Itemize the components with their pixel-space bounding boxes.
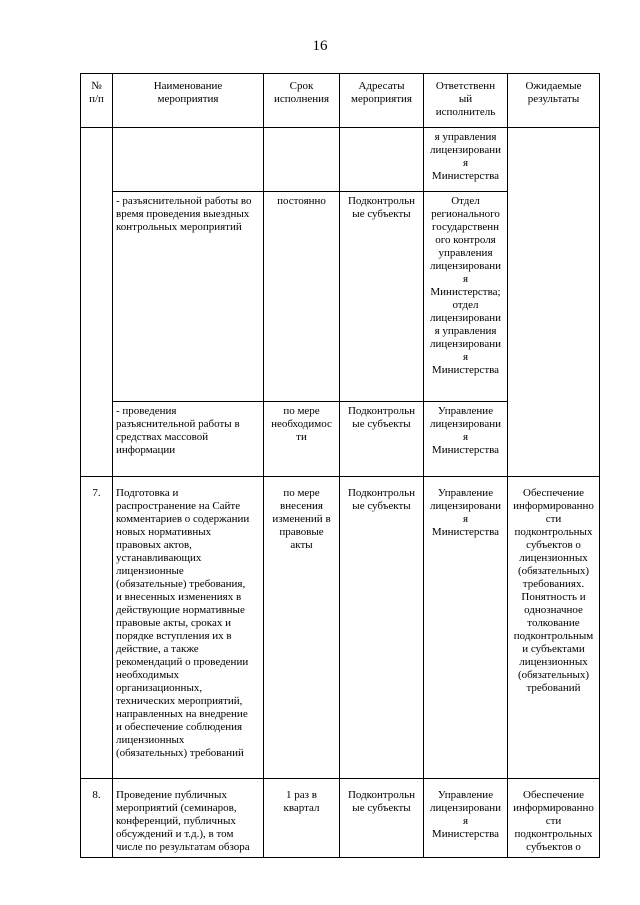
cell-responsible: Управление лицензировани я Министерства [424,477,508,779]
cell-term: постоянно [264,192,340,402]
page-number: 16 [312,38,328,54]
header-expected: Ожидаемые результаты [508,74,600,128]
cell-num [81,128,113,477]
cell-name [113,128,264,192]
header-responsible: Ответственн ый исполнитель [424,74,508,128]
cell-responsible: я управления лицензировани я Министерства [424,128,508,192]
cell-addressees: Подконтрольн ые субъекты [340,192,424,402]
cell-addressees: Подконтрольн ые субъекты [340,779,424,858]
cell-num: 7. [81,477,113,779]
measures-table [80,73,600,858]
header-term: Срок исполнения [264,74,340,128]
cell-name: - разъяснительной работы во время проведения выездных контрольных мероприятий [113,192,264,402]
cell-expected [508,128,600,477]
table-row [81,128,600,192]
table-header-row [81,74,600,128]
cell-name: Проведение публичных мероприятий (семинаров, конференций, публичных обсуждений и т.д.), в том числе по результатам обзора [113,779,264,858]
cell-responsible: Управление лицензировани я Министерства [424,402,508,477]
cell-addressees: Подконтрольн ые субъекты [340,477,424,779]
cell-name: Подготовка и распространение на Сайте комментариев о содержании новых нормативных правовых актов, устанавливающих лицензионные (обязательные) требования, и внесенных изменениях в действующие нормативные правовые акты, сроках и порядке вступления их в действие, а также рекомендаций о проведении необходимых организационных, технических мероприятий, направленных на внедрение и обеспечение соблюдения лицензионных (обязательных) требований [113,477,264,779]
cell-term [264,128,340,192]
cell-expected: Обеспечение информированно сти подконтрольных субъектов о [508,779,600,858]
cell-responsible: Управление лицензировани я Министерства [424,779,508,858]
cell-responsible: Отдел регионального государственн ого контроля управления лицензировани я Министерства; отдел лицензировани я управления лицензировани я Министерства [424,192,508,402]
table-row [81,477,600,779]
header-num: № п/п [81,74,113,128]
cell-num: 8. [81,779,113,858]
cell-addressees: Подконтрольн ые субъекты [340,402,424,477]
cell-term: 1 раз в квартал [264,779,340,858]
cell-term: по мере внесения изменений в правовые акты [264,477,340,779]
header-name: Наименование мероприятия [113,74,264,128]
cell-name: - проведения разъяснительной работы в средствах массовой информации [113,402,264,477]
cell-addressees [340,128,424,192]
cell-term: по мере необходимос ти [264,402,340,477]
table-row [81,779,600,858]
header-addressees: Адресаты мероприятия [340,74,424,128]
cell-expected: Обеспечение информированно сти подконтрольных субъектов о лицензионных (обязательных) требованиях. Понятность и однозначное толкование подконтрольным и субъектами лицензионных (обязательных) требований [508,477,600,779]
